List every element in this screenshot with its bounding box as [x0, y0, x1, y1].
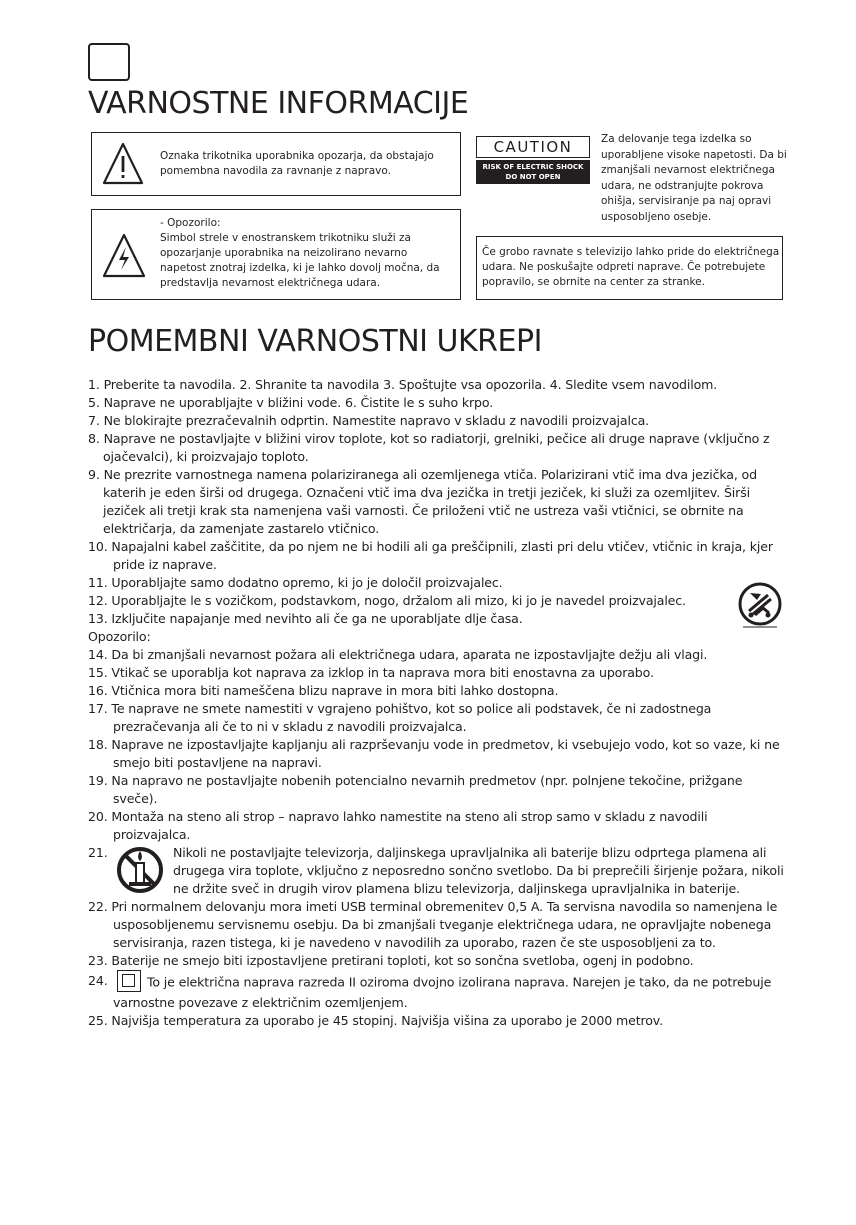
- list-item-text: 1. Preberite ta navodila. 2. Shranite ta navodila 3. Spoštujte vsa opozorila. 4. Sledite vsem navodilom.: [88, 377, 718, 392]
- list-item-text: 14. Da bi zmanjšali nevarnost požara ali električnega udara, aparata ne izpostavljajte dežju ali vlagi.: [88, 647, 708, 662]
- list-item-text: 17. Te naprave ne smete namestiti v vgrajeno pohištvo, kot so police ali podstavek, če ni zadostnega prezračevanja ali če to ni v skladu z navodili proizvajalca.: [88, 701, 712, 734]
- list-item: [88, 664, 788, 682]
- list-item: [88, 772, 788, 808]
- list-item: [88, 808, 788, 844]
- lightning-triangle-icon: [101, 232, 147, 280]
- lightning-warning-title: - Opozorilo:: [160, 217, 221, 229]
- list-item: [88, 466, 788, 538]
- lightning-warning-text: [160, 216, 455, 291]
- warning-label: [88, 628, 788, 646]
- list-item-text: 25. Najvišja temperatura za uporabo je 45 stopinj. Najvišja višina za uporabo je 2000 metrov.: [88, 1013, 663, 1028]
- list-item: [88, 898, 788, 952]
- list-item-text: 18. Naprave ne izpostavljajte kapljanju ali razprševanju vode in predmetov, ki vsebujejo vodo, kot so vaze, ki ne smejo biti postavljene na napravi.: [88, 737, 780, 770]
- list-item-text: 7. Ne blokirajte prezračevalnih odprtin. Namestite napravo v skladu z navodili proizvajalca.: [88, 413, 650, 428]
- list-item: [88, 412, 788, 430]
- list-item-text: 8. Naprave ne postavljajte v bližini virov toplote, kot so radiatorji, grelniki, pečice ali druge naprave (vključno z ojačevalci), ki proizvajajo toploto.: [88, 431, 770, 464]
- list-item: [88, 844, 788, 898]
- list-item: [88, 700, 788, 736]
- list-item-text: 13. Izključite napajanje med nevihto ali če ga ne uporabljate dlje časa.: [88, 611, 523, 626]
- list-item: [88, 610, 788, 628]
- list-item-text: 23. Baterije ne smejo biti izpostavljene pretirani toploti, kot so sončna svetloba, ogenj in podobno.: [88, 953, 694, 968]
- exclamation-warning-box: [91, 132, 461, 196]
- list-item-text: 22. Pri normalnem delovanju mora imeti USB terminal obremenitev 0,5 A. Ta servisna navodila so namenjena le usposobljenemu servisnemu osebju. Da bi zmanjšali tveganje električnega udara, ne opravljajte nobenega servisiranja, razen tistega, ki je navedeno v navodilih za uporabo, razen če ste usposobljeni za to.: [88, 899, 778, 950]
- warning-label-text: Opozorilo:: [88, 629, 151, 644]
- caution-sub-line-2: DO NOT OPEN: [505, 173, 561, 181]
- list-item: [88, 736, 788, 772]
- list-item-text: 16. Vtičnica mora biti nameščena blizu naprave in mora biti lahko dostopna.: [88, 683, 559, 698]
- list-item: [88, 394, 788, 412]
- list-item-text: 15. Vtikač se uporablja kot naprava za izklop in ta naprava mora biti enostavna za uporabo.: [88, 665, 654, 680]
- list-item-text: 10. Napajalni kabel zaščitite, da po njem ne bi hodili ali ga preščipnili, zlasti pri delu vtičev, vtičnic in kraja, kjer pride iz naprave.: [88, 539, 773, 572]
- list-item: [88, 972, 788, 1012]
- list-item-text: 20. Montaža na steno ali strop – napravo lahko namestite na steno ali strop samo v skladu z navodili proizvajalca.: [88, 809, 708, 842]
- list-item: [88, 376, 788, 394]
- caution-sub-line-1: RISK OF ELECTRIC SHOCK: [482, 163, 584, 171]
- safety-measures-list: [88, 376, 788, 1030]
- list-item: [88, 592, 788, 610]
- list-item: [88, 538, 788, 574]
- list-item: [88, 1012, 788, 1030]
- lightning-warning-box: [91, 209, 461, 300]
- list-item-text: 11. Uporabljajte samo dodatno opremo, ki jo je določil proizvajalec.: [88, 575, 503, 590]
- list-item: [88, 574, 788, 592]
- list-item-text: 12. Uporabljajte le s vozičkom, podstavkom, nogo, držalom ali mizo, ki jo je navedel proizvajalec.: [88, 593, 686, 608]
- list-item-text: 19. Na napravo ne postavljajte nobenih potencialno nevarnih predmetov (npr. polnjene tekočine, prižgane sveče).: [88, 773, 743, 806]
- service-warning-text: Če grobo ravnate s televizijo lahko pride do električnega udara. Ne poskušajte odpreti naprave. Če potrebujete popravilo, se obrnite na center za stranke.: [482, 246, 780, 288]
- list-item-text: Nikoli ne postavljajte televizorja, daljinskega upravljalnika ali baterije blizu odprtega plamena ali drugega vira toplote, vključno z neposredno sončno svetlobo. Da bi preprečili širjenje požara, nikoli ne držite sveč in drugih virov plamena blizu televizorja, daljinskega upravljalnika in baterije.: [173, 845, 784, 896]
- caution-side-text: Za delovanje tega izdelka so uporabljene visoke napetosti. Da bi zmanjšali nevarnost električnega udara, ne odstranjujte pokrova ohišja, servisiranje pa naj opravi usposobljeno osebje.: [601, 133, 787, 223]
- list-item: [88, 430, 788, 466]
- list-item-text: 5. Naprave ne uporabljajte v bližini vode. 6. Čistite le s suho krpo.: [88, 395, 494, 410]
- section-title: POMEMBNI VARNOSTNI UKREPI: [88, 324, 542, 359]
- triangle-warning-text: Oznaka trikotnika uporabnika opozarja, da obstajajo pomembna navodila za ravnanje z napravo.: [160, 150, 434, 177]
- caution-sub-label: [476, 160, 590, 184]
- page-marker-box: [88, 43, 130, 81]
- list-item-text: 9. Ne prezrite varnostnega namena polariziranega ali ozemljenega vtiča. Polarizirani vtič ima dva jezička, od katerih je eden širši od drugega. Označeni vtič ima dva jezička in tretji jeziček, ki služi za ozemljitev. Širši jeziček ali tretji krak sta namenjena vaši varnosti. Če priloženi vtič ne ustreza vaši vtičnici, se obrnite na električarja, da zamenjate zastarelo vtičnico.: [88, 467, 757, 536]
- list-item: [88, 682, 788, 700]
- exclamation-triangle-icon: [101, 141, 145, 187]
- class-ii-double-square-icon: [117, 970, 141, 992]
- caution-badge: [476, 136, 590, 183]
- lightning-warning-body: Simbol strele v enostranskem trikotniku služi za opozarjanje uporabnika na neizolirano nevarno napetost znotraj izdelka, ki je lahko dovolj močna, da predstavlja nevarnost električnega udara.: [160, 232, 440, 289]
- list-item-number: 21.: [88, 845, 108, 860]
- page-title: VARNOSTNE INFORMACIJE: [88, 86, 469, 121]
- caution-label: CAUTION: [476, 136, 590, 158]
- list-item: [88, 646, 788, 664]
- list-item: [88, 952, 788, 970]
- list-item-text: To je električna naprava razreda II oziroma dvojno izolirana naprava. Narejen je tako, da ne potrebuje varnostne povezave z električnim ozemljenjem.: [113, 974, 772, 1010]
- service-warning-box: [476, 236, 783, 300]
- list-item-number: 24.: [88, 973, 108, 988]
